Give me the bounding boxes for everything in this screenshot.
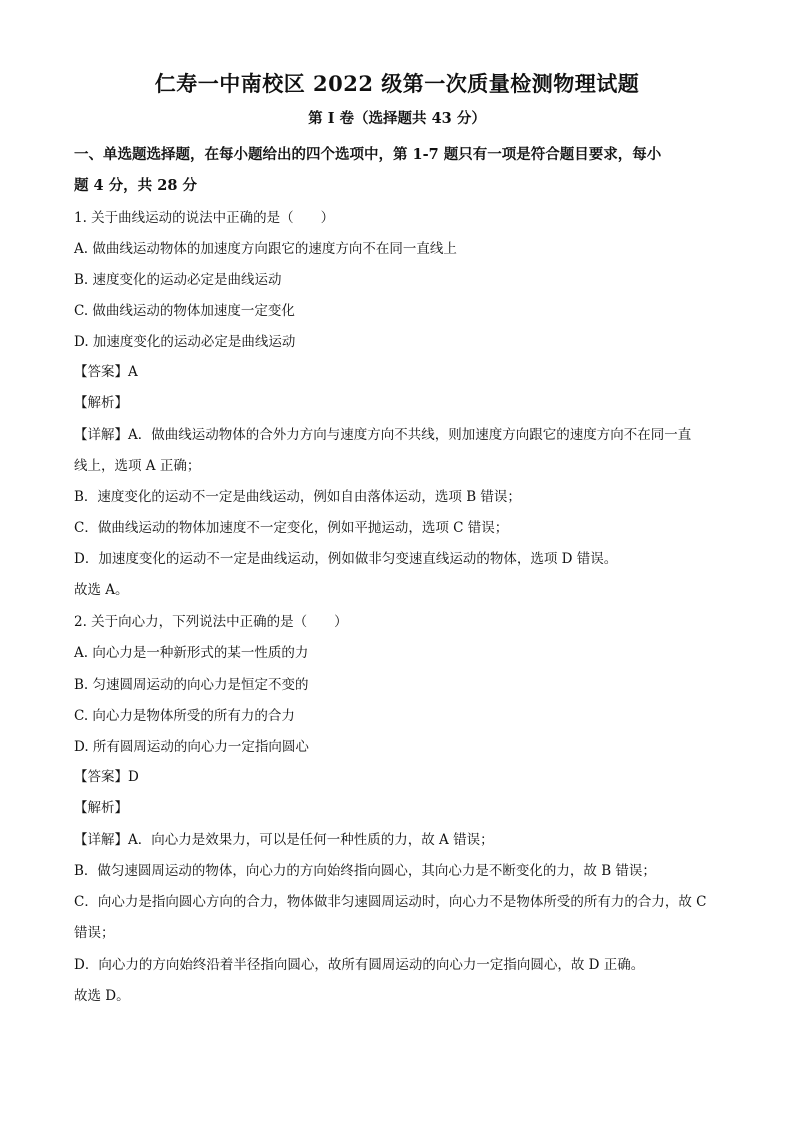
q2-stem: 2. 关于向心力，下列说法中正确的是（ ） <box>74 614 348 630</box>
q1-stem: 1. 关于曲线运动的说法中正确的是（ ） <box>74 210 335 226</box>
q2-option-b: B. 匀速圆周运动的向心力是恒定不变的 <box>74 677 309 693</box>
q2-detail-line: 错误； <box>74 925 115 941</box>
q1-option-b: B. 速度变化的运动必定是曲线运动 <box>74 272 282 288</box>
q1-detail-line: 线上，选项 A 正确； <box>74 458 201 474</box>
q1-analysis-label: 【解析】 <box>74 395 128 411</box>
q1-conclusion: 故选 A。 <box>74 582 129 598</box>
q2-detail-line: 【详解】A．向心力是效果力，可以是任何一种性质的力，故 A 错误； <box>74 832 494 848</box>
q1-detail-line: 【详解】A．做曲线运动物体的合外力方向与速度方向不共线，则加速度方向跟它的速度方向不在同一直 <box>74 427 692 443</box>
q1-option-a: A. 做曲线运动物体的加速度方向跟它的速度方向不在同一直线上 <box>74 241 457 257</box>
q1-option-d: D. 加速度变化的运动必定是曲线运动 <box>74 334 296 350</box>
q2-answer: 【答案】D <box>74 769 139 785</box>
page-subtitle: 第 I 卷（选择题共 43 分） <box>308 110 486 127</box>
q2-conclusion: 故选 D。 <box>74 988 130 1004</box>
q1-detail-line: D．加速度变化的运动不一定是曲线运动，例如做非匀变速直线运动的物体，选项 D 错误。 <box>74 551 618 567</box>
page-title: 仁寿一中南校区 2022 级第一次质量检测物理试题 <box>154 71 640 96</box>
q1-option-c: C. 做曲线运动的物体加速度一定变化 <box>74 303 295 319</box>
q2-option-a: A. 向心力是一种新形式的某一性质的力 <box>74 645 309 661</box>
q2-detail-line: C．向心力是指向圆心方向的合力，物体做非匀速圆周运动时，向心力不是物体所受的所有力的合力，故 C <box>74 894 707 910</box>
q2-detail-line: B．做匀速圆周运动的物体，向心力的方向始终指向圆心，其向心力是不断变化的力，故 B 错误； <box>74 863 656 879</box>
q2-option-d: D. 所有圆周运动的向心力一定指向圆心 <box>74 739 309 755</box>
section-heading-line-2: 题 4 分，共 28 分 <box>74 177 197 194</box>
q2-detail-line: D．向心力的方向始终沿着半径指向圆心，故所有圆周运动的向心力一定指向圆心，故 D 正确。 <box>74 957 645 973</box>
q2-option-c: C. 向心力是物体所受的所有力的合力 <box>74 708 295 724</box>
q1-detail-line: C．做曲线运动的物体加速度不一定变化，例如平抛运动，选项 C 错误； <box>74 520 509 536</box>
q2-analysis-label: 【解析】 <box>74 800 128 816</box>
q1-detail-line: B．速度变化的运动不一定是曲线运动，例如自由落体运动，选项 B 错误； <box>74 489 521 505</box>
q1-answer: 【答案】A <box>74 364 138 380</box>
section-heading-line-1: 一、单选题选择题，在每小题给出的四个选项中，第 1-7 题只有一项是符合题目要求，每小 <box>74 146 662 163</box>
